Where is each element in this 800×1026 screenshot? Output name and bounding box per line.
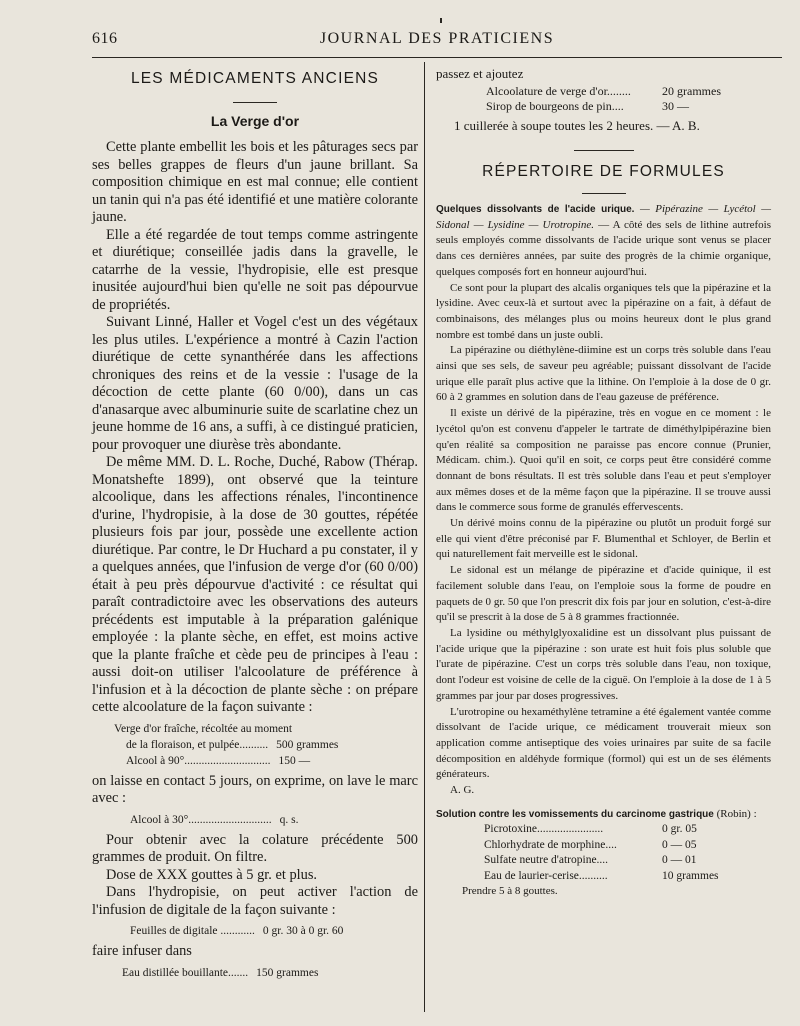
page-number: 616: [92, 30, 118, 47]
paragraph: [436, 807, 771, 823]
header-rule: [92, 57, 782, 58]
recipe-ingredient: Eau distillée bouillante.......: [122, 966, 249, 979]
recipe-row: [484, 822, 771, 838]
paragraph: faire infuser dans: [92, 943, 192, 959]
section-title: RÉPERTOIRE DE FORMULES: [482, 163, 725, 180]
recipe-ingredient: Sirop de bourgeons de pin....: [486, 99, 624, 113]
recipe-row: [486, 84, 771, 99]
recipe-quantity: 20 grammes: [662, 84, 721, 98]
recipe-quantity: 10 grammes: [662, 869, 719, 882]
recipe-wash: [130, 812, 418, 828]
recipe-ingredient: Verge d'or fraîche, récoltée au moment: [114, 722, 293, 735]
column-divider: [424, 62, 425, 1012]
recipe-quantity: 0 — 05: [662, 838, 697, 851]
paragraph: on laisse en contact 5 jours, on exprime, on lave le marc avec :: [92, 772, 418, 806]
recipe-ingredient: Chlorhydrate de morphine....: [484, 838, 617, 851]
recipe-row: [114, 737, 418, 753]
recipe-table: [484, 822, 771, 884]
recipe-quantity: 150 grammes: [256, 966, 319, 979]
recipe-row: [484, 853, 771, 869]
paragraph-author: (Robin) :: [713, 807, 757, 820]
recipe-quantity: 500 grammes: [276, 738, 339, 751]
recipe-row: [484, 838, 771, 854]
recipe-ingredient: Alcool à 30°.............................: [130, 813, 272, 826]
recipe-ingredient: Picrotoxine.......................: [484, 823, 604, 836]
paragraph-keywords: — Pipérazine — Lycétol — Sidonal — Lysidine — Urotropine.: [436, 203, 771, 231]
paragraph: Cette plante embellit les bois et les pâturages secs par ses belles grappes de fleurs d'un jaune brillant. Sa composition chimique en est mal connue; elle contient un tanin qui n'a pas été identifié et une matière colorante jaune.: [92, 139, 418, 225]
recipe-water: [122, 965, 418, 981]
page-header: [92, 28, 782, 50]
closing-instruction: Prendre 5 à 8 gouttes.: [462, 885, 558, 898]
paragraph: Dose de XXX gouttes à 5 gr. et plus.: [106, 866, 318, 883]
paragraph: Elle a été regardée de tout temps comme astringente et diurétique; conseillée jadis dans la gravelle, le catarrhe de la vessie, l'hydropisie, elle est presque inusitée aujourd'hui bien qu'elle ne soit pas dépourvue de propriétés.: [92, 226, 418, 313]
recipe-ingredient: Sulfate neutre d'atropine....: [484, 854, 609, 867]
paragraph: Le sidonal est un mélange de pipérazine et d'acide quinique, il est facilement soluble dans l'eau, on l'emploie sous la forme de poudre en paquets de 0 gr. 50 que l'on prescrit dix fois par jour en solution, c'est-à-dire qu'il se prescrit à la dose de 5 à 8 grammes fractionnée.: [436, 564, 771, 624]
section-rule: [574, 150, 634, 151]
recipe-quantity: q. s.: [279, 813, 299, 826]
recipe-row: [130, 812, 418, 828]
recipe-quantity: 150 —: [278, 754, 311, 767]
recipe-ingredient: Feuilles de digitale ............: [130, 925, 255, 937]
recipe-quantity: 0 gr. 05: [662, 823, 697, 836]
paragraph: L'urotropine ou hexaméthylène tetramine a été également vantée comme dissolvant de l'acide urique, ce médicament trouverait mieux son application comme antiseptique des voies urinaires par suite de sa facile décomposition en aldéhyde formique (formol) qui est un de ses éléments générateurs.: [436, 705, 771, 781]
section-title: LES MÉDICAMENTS ANCIENS: [130, 70, 380, 87]
paragraph: [436, 202, 771, 281]
author-signature: A. G.: [450, 784, 475, 797]
recipe-digitale: [130, 923, 418, 939]
paragraph: Suivant Linné, Haller et Vogel c'est un des végétaux les plus utiles. L'expérience a montré à Cazin l'action diurétique de cette synanthérée dans les affections chroniques des reins et de la vessie : l'usage de la décoction de cette plante (60 0/00), dans un cas d'anasarque avec albuminurie suite de scarlatine chez un jeune homme de 16 ans, a suffi, à ce distingué praticien, pour provoquer une diurèse très abondante.: [92, 314, 418, 453]
section-rule: [582, 193, 626, 194]
recipe-ingredient: de la floraison, et pulpée..........: [126, 738, 269, 751]
recipe-row: [486, 99, 771, 114]
paragraph: Il existe un dérivé de la pipérazine, très en vogue en ce moment : le lycétol qu'on est convenu d'appeler le tartrate de diméthylpipérazine bien qu'en réalité sa composition ne paraisse pas encore connue (Prunier, Médicam. chim.). Quoi qu'il en soit, ce corps peut être considéré comme donnant de bons résultats. Il est très soluble dans l'eau et peut s'employer aux mêmes doses et de la même façon que la pipérazine. Il se trouve aussi dans le commerce sous forme de granulés effervescents.: [436, 407, 771, 514]
dose-line: 1 cuillerée à soupe toutes les 2 heures. — A. B.: [454, 118, 700, 133]
paragraph: De même MM. D. L. Roche, Duché, Rabow (Thérap. Monatshefte 1899), ont observé que la teinture alcoolique, dans les affections rénales, l'incontinence d'urine, l'hydropisie, à la dose de 30 gouttes, répétée plusieurs fois par jour, possède une excellente action diurétique. Par contre, le Dr Huchard a pu constater, il y a quelques années, que l'infusion de verge d'or (60 0/00) était à peu près dépourvue d'activité : ce résultat qui paraît contradictoire avec les observations des auteurs précédents est imputable à la préparation galénique employée : la plante sèche, en effet, est moins active que la plante fraîche et cède peu de principes à l'eau : aussi doit-on utiliser l'alcoolature de préférence à l'infusion et à la décoction de plante sèche : on prépare cette alcoolature de la façon suivante :: [92, 454, 418, 715]
paragraph-heading: Quelques dissolvants de l'acide urique.: [436, 204, 635, 215]
recipe-quantity: 0 — 01: [662, 854, 697, 867]
paragraph: Pour obtenir avec la colature précédente 500 grammes de produit. On filtre.: [92, 831, 418, 865]
recipe-row: [114, 753, 418, 769]
recipe-ingredient: Eau de laurier-cerise..........: [484, 869, 608, 882]
continuation-text: passez et ajoutez: [436, 66, 524, 81]
recipe-row: [114, 721, 418, 737]
title-rule: [233, 102, 277, 103]
paragraph: Un dérivé moins connu de la pipérazine ou plutôt un produit forgé sur elle qui vient d'être préconisé par F. Blumenthal et Schloyer, de Berlin et qui naturellement fait merveille est le sidonal.: [436, 517, 771, 561]
paragraph-text: — A côté des sels de lithine autrefois seuls employés comme dissolvants de l'acide urique sont venus se placer dans ces dernières années, par suite des progrès de la chimie organique, quelques composés fort en honneur aujourd'hui.: [436, 218, 772, 278]
print-speck: [440, 18, 442, 23]
running-head: JOURNAL DES PRATICIENS: [319, 30, 555, 47]
left-column: [92, 64, 418, 985]
paragraph: Ce sont pour la plupart des alcalis organiques tels que la pipérazine et la lysidine. Avec ceux-là et surtout avec la pipérazine on a fait, à défaut de combinaisons, des mélanges plus ou moins heureux dont le plus grand nombre est tombé dans un juste oubli.: [436, 281, 771, 341]
recipe-ingredient: Alcool à 90°..............................: [126, 754, 271, 767]
recipe-ingredient: Alcoolature de verge d'or........: [486, 84, 631, 98]
recipe-alcoolature: [114, 721, 418, 769]
paragraph-heading: Solution contre les vomissements du carcinome gastrique: [436, 808, 714, 820]
recipe-row: [130, 923, 418, 939]
paragraph: La pipérazine ou diéthylène-diimine est un corps très soluble dans l'eau ainsi que ses sels, de saveur peu agréable; puissant dissolvant de l'acide urique elle paraît plus active que la lithine. On l'emploie à la dose de 0 gr. 60 à 2 grammes en solution dans de l'eau gazeuse de préférence.: [436, 344, 771, 404]
paragraph: La lysidine ou méthylglyoxalidine est un dissolvant plus puissant de l'acide urique que la pipérazine : son urate est huit fois plus soluble que l'urate de pipérazine. C'est un corps très soluble dans l'eau, non toxique, dont l'odeur est voisine de celle de la ciguë. On l'emploie à la dose de 1 à 5 grammes par jour par doses progressives.: [436, 626, 771, 702]
right-column: [436, 64, 771, 900]
recipe-row: [122, 965, 418, 981]
recipe-quantity: 30 —: [662, 99, 689, 113]
recipe-table: [486, 84, 771, 114]
paragraph: Dans l'hydropisie, on peut activer l'action de l'infusion de digitale de la façon suivante :: [92, 884, 418, 918]
recipe-quantity: 0 gr. 30 à 0 gr. 60: [262, 925, 344, 937]
article-title: La Verge d'or: [210, 113, 300, 129]
recipe-row: [484, 869, 771, 885]
